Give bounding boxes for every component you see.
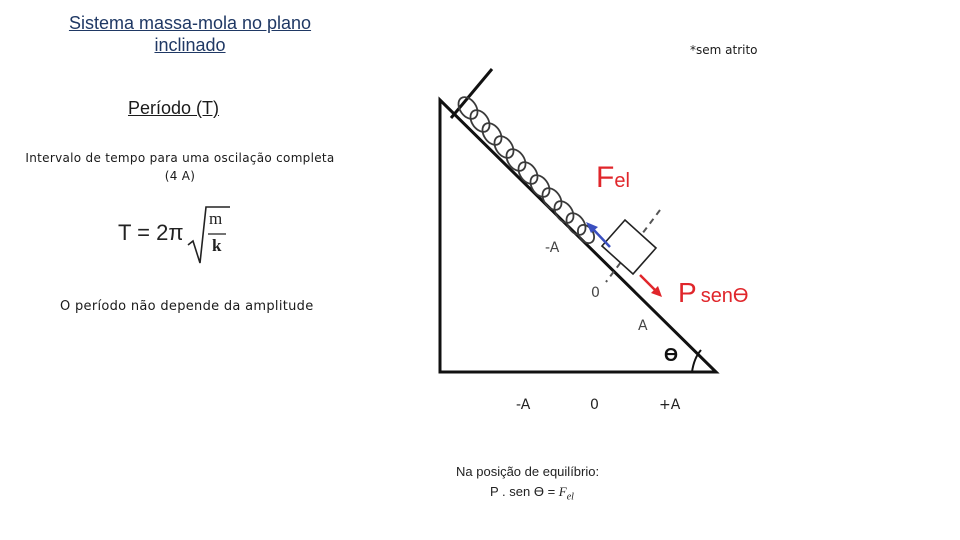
- equilibrium-force-subscript: el: [566, 491, 574, 503]
- period-heading: Período (T): [128, 98, 220, 118]
- axis-label-plus-a: +A: [659, 397, 681, 413]
- angle-label: ϴ: [664, 345, 679, 365]
- incline-label-zero: 0: [591, 285, 600, 301]
- incline-triangle: [440, 100, 716, 372]
- title-line-1: Sistema massa-mola no plano: [68, 13, 312, 33]
- axis-label-zero: 0: [590, 397, 599, 413]
- weight-force-suffix: senϴ: [700, 285, 749, 307]
- formula-numerator: m: [209, 209, 223, 228]
- equilibrium-equation-prefix: P . sen ϴ =: [490, 484, 559, 499]
- weight-force-symbol: P: [678, 277, 697, 308]
- equilibrium-note: [456, 462, 599, 508]
- equilibrium-line-1: Na posição de equilíbrio:: [456, 464, 600, 479]
- spring-force-label: [596, 162, 630, 197]
- weight-force-arrow: [640, 275, 657, 292]
- period-definition-line-2: (4 A): [164, 169, 196, 183]
- formula-lhs: T = 2π: [118, 220, 184, 245]
- incline-label-plus-a: A: [638, 318, 648, 334]
- friction-note: *sem atrito: [690, 43, 758, 57]
- spring-force-subscript: el: [614, 170, 630, 192]
- spring-coil: [455, 94, 598, 247]
- amplitude-note: O período não depende da amplitude: [60, 299, 314, 314]
- title-line-2: inclinado: [154, 35, 226, 55]
- spring-wall: [451, 69, 492, 118]
- axis-label-minus-a: -A: [516, 397, 531, 413]
- incline-label-minus-a: -A: [545, 240, 560, 256]
- equilibrium-line-2: [456, 482, 599, 508]
- period-definition-line-1: Intervalo de tempo para uma oscilação completa: [25, 151, 335, 165]
- weight-force-label: [678, 278, 749, 312]
- formula-denominator: k: [212, 236, 222, 255]
- equilibrium-force-symbol: F: [558, 484, 567, 499]
- spring-force-symbol: F: [596, 161, 615, 194]
